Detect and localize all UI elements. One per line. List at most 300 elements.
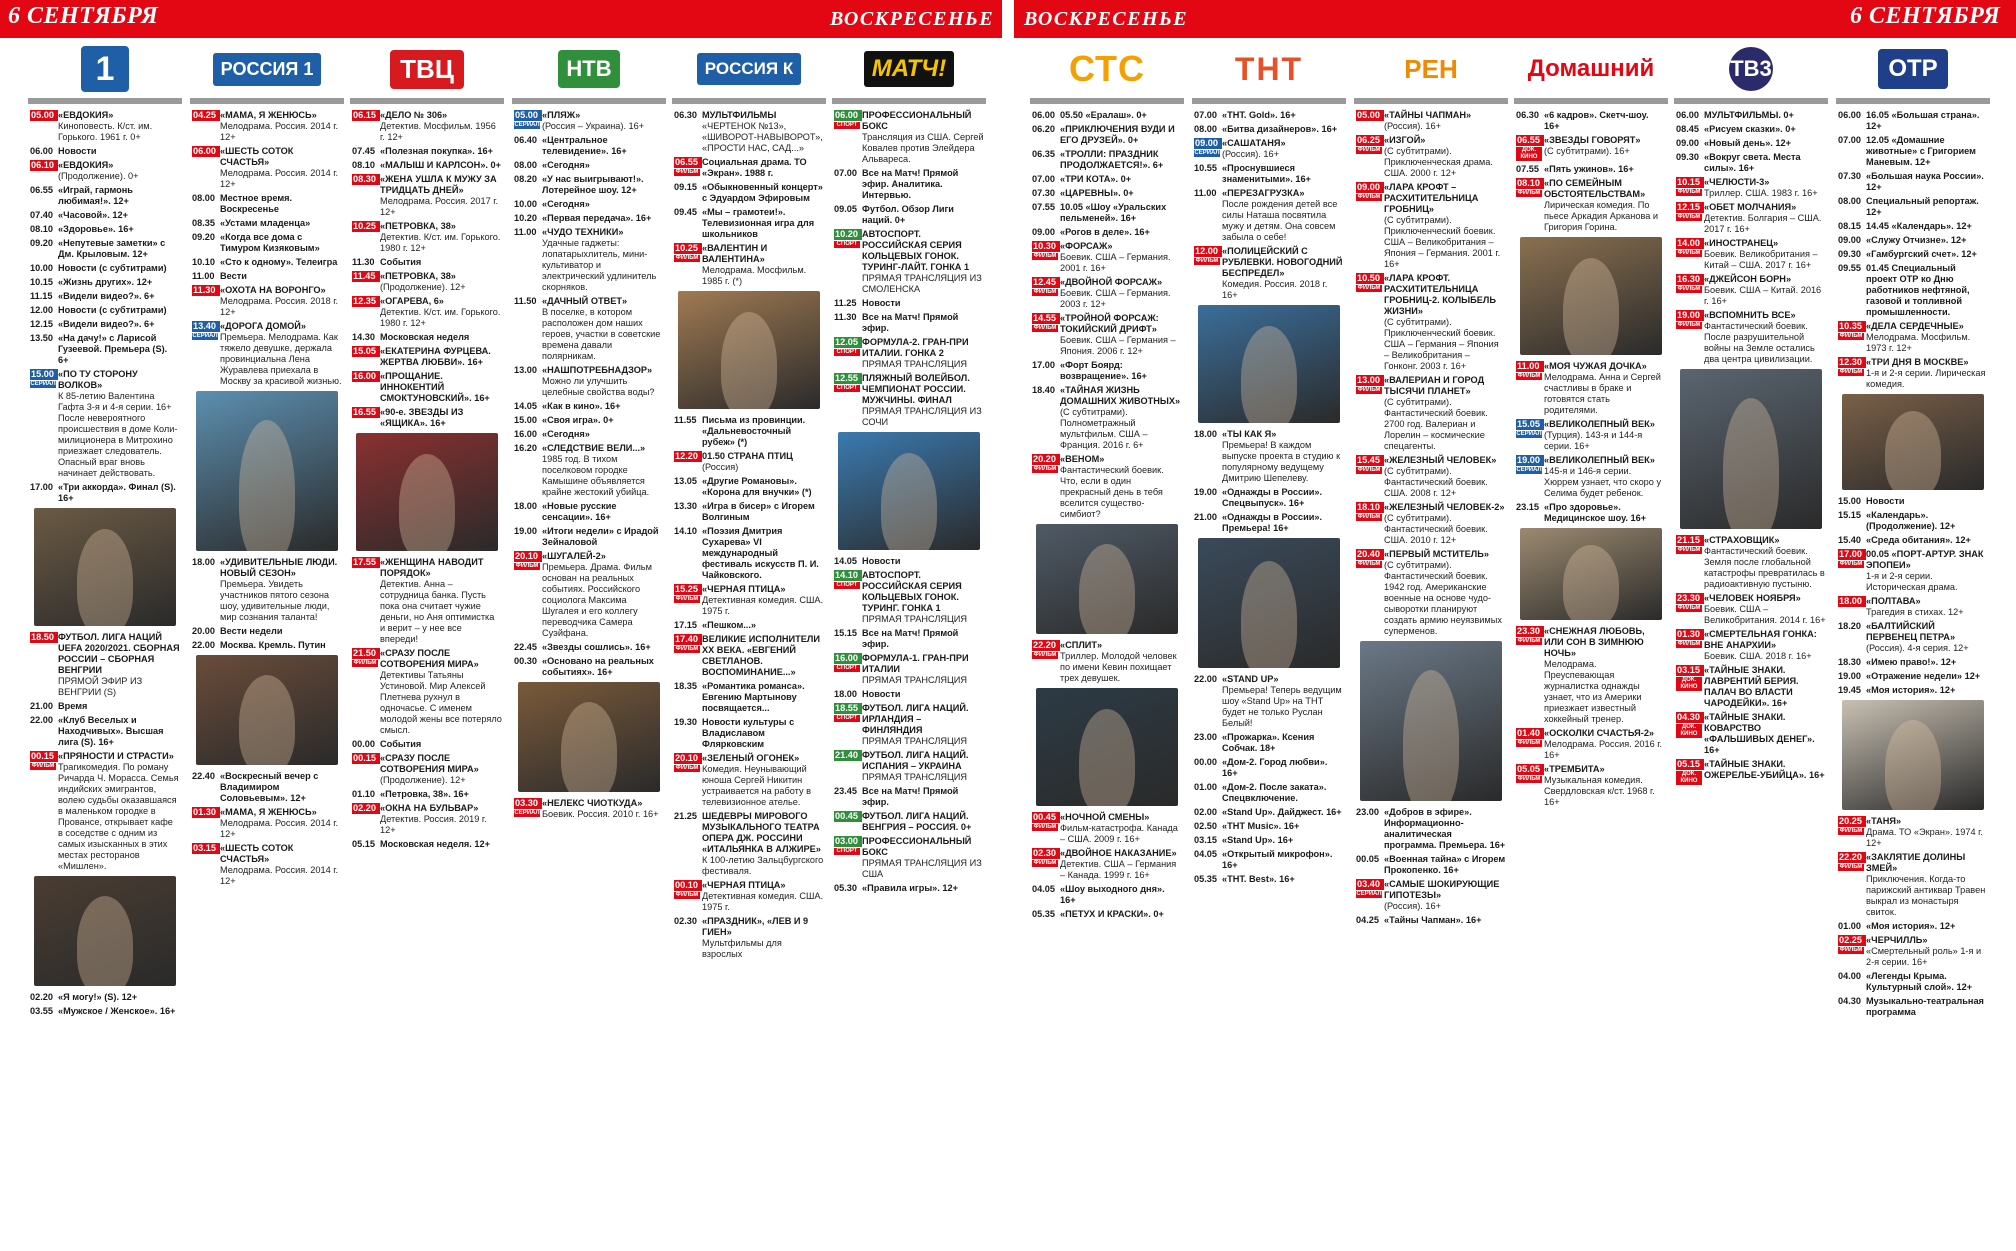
program-time-cell: [1194, 188, 1222, 199]
program-time: 11.00: [1516, 361, 1544, 372]
program-info: [1384, 854, 1506, 876]
program-info: [58, 291, 180, 302]
program-time-cell: [1516, 135, 1544, 161]
genre-badge: ФИЛЬМ: [1677, 214, 1701, 220]
program-time-cell: [352, 271, 380, 282]
program-info: [702, 243, 824, 287]
program-title: «Сегодня»: [542, 160, 590, 170]
program-title: ВЕЛИКИЕ ИСПОЛНИТЕЛИ XX ВЕКА. «ЕВГЕНИЙ СВЕТЛАНОВ. ВОСПОМИНАНИЕ...»: [702, 634, 820, 677]
program-title: «ЧЕЛОВЕК НОЯБРЯ»: [1704, 593, 1801, 603]
program-time: 12.55: [834, 373, 862, 384]
program-title: «ЕКАТЕРИНА ФУРЦЕВА. ЖЕРТВА ЛЮБВИ». 16+: [380, 346, 491, 367]
program-row: [1194, 138, 1344, 160]
program-info: [58, 277, 180, 288]
program-title: «САМЫЕ ШОКИРУЮЩИЕ ГИПОТЕЗЫ»: [1384, 879, 1500, 900]
program-title: Футбол. Обзор Лиги наций. 0+: [862, 204, 954, 225]
program-time-cell: [1032, 277, 1060, 296]
program-info: [1060, 313, 1182, 357]
program-info: [1060, 149, 1182, 171]
program-time: 00.15: [352, 753, 380, 764]
program-title: «МОЯ ЧУЖАЯ ДОЧКА»: [1544, 361, 1647, 371]
program-row: [834, 811, 984, 833]
program-time-cell: [674, 207, 702, 218]
program-row: [834, 298, 984, 309]
program-info: [862, 312, 984, 334]
program-row: [1676, 665, 1826, 709]
program-title: «Первая передача». 16+: [542, 213, 652, 223]
program-row: [514, 656, 664, 678]
program-title: Новости: [1866, 496, 1905, 506]
program-title: 05.50 «Ералаш». 0+: [1060, 110, 1147, 120]
program-title: «ЖЕНЩИНА НАВОДИТ ПОРЯДОК»: [380, 557, 484, 578]
program-title: «Служу Отчизне». 12+: [1866, 235, 1967, 245]
program-info: [1866, 321, 1988, 354]
program-title: Московская неделя. 12+: [380, 839, 490, 849]
program-info: [1222, 110, 1344, 121]
program-time: 18.30: [1838, 657, 1861, 667]
program-time-cell: [1838, 921, 1866, 932]
program-row: [1032, 241, 1182, 274]
channel-column-rossiya1: [188, 44, 346, 1244]
program-row: [1838, 110, 1988, 132]
program-row: [30, 305, 180, 316]
program-title: «Гамбургский счет». 12+: [1866, 249, 1977, 259]
program-title: «ЧЕРНАЯ ПТИЦА»: [702, 584, 786, 594]
otr-logo: [1878, 49, 1947, 89]
program-info: [542, 551, 664, 639]
program-time: 22.00: [192, 640, 215, 650]
program-time-cell: [1356, 879, 1384, 898]
genre-badge: ФИЛЬМ: [1839, 828, 1863, 834]
program-info: [542, 798, 664, 820]
program-time-cell: [514, 429, 542, 440]
program-time-cell: [834, 110, 862, 129]
program-info: [702, 753, 824, 808]
program-row: [1356, 135, 1506, 179]
program-time-cell: [514, 656, 542, 667]
program-row: [1838, 171, 1988, 193]
genre-badge: СПОРТ: [834, 385, 860, 392]
program-description: Мелодрама. Мосфильм. 1973 г. 12+: [1866, 332, 1971, 353]
channel-column-kultura: [670, 44, 828, 1244]
program-title: «6 кадров». Скетч-шоу. 16+: [1544, 110, 1649, 131]
program-title: «САШАТАНЯ»: [1222, 138, 1286, 148]
channel-header: [1190, 44, 1348, 94]
program-time-cell: [192, 193, 220, 204]
program-time: 10.10: [192, 257, 215, 267]
program-row: [674, 634, 824, 678]
program-title: «ПО СЕМЕЙНЫМ ОБСТОЯТЕЛЬСТВАМ»: [1544, 178, 1646, 199]
program-info: [1704, 152, 1826, 174]
program-description: Детектив. К/ст. им. Горького. 1980 г. 12+: [380, 307, 501, 328]
program-info: [702, 415, 824, 448]
program-row: [192, 626, 342, 637]
program-photo: [1842, 700, 1984, 810]
program-time: 18.00: [192, 557, 215, 567]
program-info: [1222, 188, 1344, 243]
genre-badge: СПОРТ: [834, 349, 860, 356]
program-title: 14.45 «Календарь». 12+: [1866, 221, 1972, 231]
program-time-cell: [1838, 196, 1866, 207]
program-photo: [1520, 237, 1662, 355]
program-time: 14.10: [834, 570, 862, 581]
program-description: (Продолжение). 0+: [58, 171, 139, 181]
program-info: [1060, 188, 1182, 199]
program-description: (Россия). 16+: [1384, 901, 1441, 911]
program-info: [380, 146, 502, 157]
program-row: [514, 174, 664, 196]
program-time: 06.15: [352, 110, 380, 121]
program-time: 06.55: [30, 185, 53, 195]
program-time: 16.55: [352, 407, 380, 418]
program-info: [58, 146, 180, 157]
program-title: «ТАЙНЫЕ ЗНАКИ. ЛАВРЕНТИЙ БЕРИЯ. ПАЛАЧ ВО ВЛАСТИ ЧАРОДЕЙКИ». 16+: [1704, 665, 1799, 708]
genre-badge: ФИЛЬМ: [1357, 561, 1381, 567]
program-info: [1060, 909, 1182, 920]
program-title: «ТАЙНЫЕ ЗНАКИ. КОВАРСТВО «ФАЛЬШИВЫХ ДЕНЕГ». 16+: [1704, 712, 1815, 755]
program-time-cell: [514, 443, 542, 454]
program-description: ПРЯМАЯ ТРАНСЛЯЦИЯ ИЗ СОЧИ: [862, 406, 982, 427]
genre-badge: СЕРИАЛ: [30, 381, 56, 387]
program-row: [674, 415, 824, 448]
program-time: 06.00: [1838, 110, 1861, 120]
program-info: [1704, 177, 1826, 199]
program-row: [1838, 852, 1988, 918]
program-time-cell: [352, 257, 380, 268]
program-row: [1194, 807, 1344, 818]
program-title: «ДЕЛО № 306»: [380, 110, 448, 120]
program-description: (С субтитрами). Приключенческий боевик. США – Германия – Япония – Великобритания – Гонконг. 2003 г. 16+: [1384, 317, 1499, 371]
program-description: Лирическая комедия. По пьесе Аркадия Арканова и Григория Горина.: [1544, 200, 1659, 232]
program-info: [1384, 502, 1506, 546]
program-info: [862, 883, 984, 894]
program-row: [192, 321, 342, 387]
program-row: [1838, 535, 1988, 546]
program-description: 1-я и 2-я серии. Историческая драма.: [1866, 571, 1958, 592]
program-time: 08.15: [1838, 221, 1861, 231]
program-time-cell: [1194, 429, 1222, 440]
program-info: [380, 296, 502, 329]
program-time: 05.00: [30, 110, 58, 121]
program-info: [1222, 163, 1344, 185]
program-info: [1704, 665, 1826, 709]
program-title: «У нас выигрывают!». Лотерейное шоу. 12+: [542, 174, 644, 195]
photo-figure: [1563, 545, 1620, 620]
program-row: [834, 883, 984, 894]
program-time: 22.20: [1032, 640, 1060, 651]
program-time: 03.30: [514, 798, 542, 809]
program-time: 08.10: [352, 160, 375, 170]
program-title: «Жизнь других». 12+: [58, 277, 153, 287]
program-time: 05.15: [1676, 759, 1704, 770]
program-info: [58, 305, 180, 316]
program-row: [1838, 996, 1988, 1018]
program-time-cell: [834, 312, 862, 323]
genre-badge: ФИЛЬМ: [1677, 250, 1701, 256]
program-info: [380, 110, 502, 143]
program-info: [1060, 812, 1182, 845]
program-info: [380, 257, 502, 268]
program-title: «Видели видео?». 6+: [58, 291, 155, 301]
program-time: 10.20: [834, 229, 862, 240]
program-time: 17.00: [1032, 360, 1055, 370]
program-time: 09.20: [30, 238, 53, 248]
program-title: «ВАЛЕНТИН И ВАЛЕНТИНА»: [702, 243, 768, 264]
program-info: [862, 204, 984, 226]
program-time-cell: [1676, 712, 1704, 738]
program-time: 11.15: [30, 291, 53, 301]
genre-badge: ФИЛЬМ: [1033, 253, 1057, 259]
program-time-cell: [1032, 124, 1060, 135]
program-info: [1704, 310, 1826, 365]
program-title: «Военная тайна» с Игорем Прокопенко. 16+: [1384, 854, 1506, 875]
program-info: [58, 110, 180, 143]
program-description: Боевик. США – Германия. 2003 г. 12+: [1060, 288, 1171, 309]
program-time-cell: [1032, 313, 1060, 332]
program-time-cell: [1838, 510, 1866, 521]
program-info: [1866, 135, 1988, 168]
program-time: 17.40: [674, 634, 702, 645]
program-title: «СНЕЖНАЯ ЛЮБОВЬ, ИЛИ СОН В ЗИМНЮЮ НОЧЬ»: [1544, 626, 1645, 658]
program-row: [30, 277, 180, 288]
program-time: 10.15: [1676, 177, 1704, 188]
program-title: «На дачу!» с Ларисой Гузеевой. Премьера (S). 6+: [58, 333, 168, 365]
sts-logo-text: СТС: [1068, 48, 1146, 89]
program-info: [862, 373, 984, 428]
program-description: ПРЯМАЯ ТРАНСЛЯЦИЯ: [862, 736, 968, 746]
program-time: 04.25: [1356, 915, 1379, 925]
program-row: [514, 551, 664, 639]
program-time-cell: [1516, 164, 1544, 175]
program-info: [1704, 238, 1826, 271]
program-info: [1384, 807, 1506, 851]
program-title: «ТРИ КОТА». 0+: [1060, 174, 1132, 184]
program-time-cell: [192, 218, 220, 229]
program-info: [862, 337, 984, 370]
genre-badge: СЕРИАЛ: [1516, 431, 1542, 437]
genre-badge: ФИЛЬМ: [1517, 373, 1541, 379]
program-row: [1194, 512, 1344, 534]
program-list: [1512, 110, 1670, 808]
program-time: 00.30: [514, 656, 537, 666]
program-time-cell: [1516, 728, 1544, 747]
program-row: [192, 232, 342, 254]
program-time: 02.30: [1032, 848, 1060, 859]
program-time-cell: [1194, 674, 1222, 685]
program-info: [220, 843, 342, 887]
program-time-cell: [352, 110, 380, 121]
program-row: [1032, 277, 1182, 310]
program-time: 03.40: [1356, 879, 1384, 890]
program-time-cell: [1194, 110, 1222, 121]
program-time-cell: [1838, 535, 1866, 546]
program-row: [30, 715, 180, 748]
program-time-cell: [1516, 764, 1544, 783]
program-time: 06.30: [674, 110, 697, 120]
program-row: [1194, 835, 1344, 846]
program-info: [1544, 178, 1666, 233]
genre-badge: ФИЛЬМ: [1677, 286, 1701, 292]
program-time-cell: [1032, 454, 1060, 473]
program-time-cell: [352, 296, 380, 307]
program-description: Триллер. Молодой человек по имени Кевин похищает трех девушек.: [1060, 651, 1177, 683]
program-time-cell: [514, 551, 542, 570]
program-time-cell: [834, 229, 862, 248]
program-info: [1866, 110, 1988, 132]
program-title: «Видели видео?». 6+: [58, 319, 155, 329]
program-info: [380, 371, 502, 404]
program-time: 00.10: [674, 880, 702, 891]
program-title: «Тайны Чапман». 16+: [1384, 915, 1482, 925]
program-time-cell: [1194, 124, 1222, 135]
program-title: «Пять ужинов». 16+: [1544, 164, 1634, 174]
program-info: [380, 803, 502, 836]
program-description: Боевик. США – Великобритания. 2014 г. 16+: [1704, 604, 1826, 625]
program-info: [1704, 629, 1826, 662]
genre-badge: ФИЛЬМ: [1033, 860, 1057, 866]
program-time: 13.00: [1356, 375, 1384, 386]
program-row: [1356, 455, 1506, 499]
channel-header: [1352, 44, 1510, 94]
genre-badge: ФИЛЬМ: [1033, 824, 1057, 830]
program-time-cell: [834, 653, 862, 672]
program-info: [58, 319, 180, 330]
program-title: «Итоги недели» с Ирадой Зейналовой: [542, 526, 659, 547]
program-row: [834, 337, 984, 370]
program-time-cell: [1032, 110, 1060, 121]
program-row: [352, 146, 502, 157]
program-row: [30, 751, 180, 872]
program-row: [674, 811, 824, 877]
program-time-cell: [674, 110, 702, 121]
program-info: [862, 570, 984, 625]
program-row: [514, 526, 664, 548]
program-time: 13.40: [192, 321, 220, 332]
genre-badge: ФИЛЬМ: [1677, 605, 1701, 611]
program-title: «Обыкновенный концерт» с Эдуардом Эфировым: [702, 182, 823, 203]
program-time-cell: [1194, 757, 1222, 768]
program-time: 09.45: [674, 207, 697, 217]
program-row: [352, 160, 502, 171]
match-logo: [864, 51, 955, 87]
program-time-cell: [674, 681, 702, 692]
program-time: 08.35: [192, 218, 215, 228]
program-title: «ТАЙНЫ ЧАПМАН»: [1384, 110, 1472, 120]
program-info: [542, 415, 664, 426]
program-time-cell: [1838, 357, 1866, 376]
program-time-cell: [834, 168, 862, 179]
program-row: [1838, 921, 1988, 932]
program-time: 12.15: [30, 319, 53, 329]
program-time: 12.30: [1838, 357, 1866, 368]
program-info: [1866, 657, 1988, 668]
program-time: 09.00: [1356, 182, 1384, 193]
program-description: (С субтитрами). 16+: [1544, 146, 1630, 156]
program-description: (С субтитрами). Полнометражный мультфильм. США – Франция. 2016 г. 6+: [1060, 407, 1148, 450]
program-time-cell: [1194, 849, 1222, 860]
program-time: 10.35: [1838, 321, 1866, 332]
program-row: [30, 146, 180, 157]
program-info: [1060, 227, 1182, 238]
program-description: Мелодрама. Мосфильм. 1985 г. (*): [702, 265, 807, 286]
photo-figure: [1885, 720, 1942, 810]
program-time-cell: [1838, 935, 1866, 954]
program-info: [1222, 782, 1344, 804]
photo-figure: [1563, 258, 1620, 355]
program-time: 07.40: [30, 210, 53, 220]
program-title: «Имею право!». 12+: [1866, 657, 1957, 667]
program-time: 01.40: [1516, 728, 1544, 739]
program-info: [58, 632, 180, 698]
program-time: 11.55: [674, 415, 697, 425]
program-row: [1676, 138, 1826, 149]
program-row: [30, 224, 180, 235]
program-row: [352, 346, 502, 368]
program-title: «НАШПОТРЕБНАДЗОР»: [542, 365, 653, 375]
ren-logo: [1404, 54, 1457, 85]
program-row: [30, 333, 180, 366]
genre-badge: ФИЛЬМ: [1357, 194, 1381, 200]
program-row: [674, 681, 824, 714]
program-time-cell: [1676, 110, 1704, 121]
program-time-cell: [1676, 535, 1704, 554]
program-title: «Правила игры». 12+: [862, 883, 958, 893]
program-info: [220, 193, 342, 215]
program-list: [26, 110, 184, 1017]
program-row: [834, 628, 984, 650]
program-info: [380, 739, 502, 750]
program-info: [1866, 621, 1988, 654]
program-time: 16.00: [514, 429, 537, 439]
program-time: 20.10: [514, 551, 542, 562]
channel-header: [830, 44, 988, 94]
program-row: [1516, 764, 1666, 808]
program-time-cell: [674, 634, 702, 653]
channel-header: [26, 44, 184, 94]
program-photo: [356, 433, 498, 551]
program-description: Детектив. К/ст. им. Горького. 1980 г. 12+: [380, 232, 501, 253]
program-time: 00.05: [1356, 854, 1379, 864]
program-time: 17.00: [30, 482, 53, 492]
program-title: «Прожарка». Ксения Собчак. 18+: [1222, 732, 1315, 753]
program-row: [1676, 712, 1826, 756]
program-title: «Моя история». 12+: [1866, 921, 1956, 931]
program-time-cell: [834, 298, 862, 309]
program-info: [1704, 202, 1826, 235]
program-time-cell: [514, 642, 542, 653]
program-time-cell: [674, 584, 702, 603]
program-info: [542, 501, 664, 523]
program-description: Детективная комедия. США. 1975 г.: [702, 595, 824, 616]
program-time-cell: [674, 526, 702, 537]
program-title: «Новый день». 12+: [1704, 138, 1791, 148]
program-info: [1222, 835, 1344, 846]
program-info: [1866, 596, 1988, 618]
genre-badge: ФИЛЬМ: [1677, 641, 1701, 647]
program-row: [1032, 174, 1182, 185]
program-info: [58, 715, 180, 748]
program-row: [352, 110, 502, 143]
program-info: [1544, 361, 1666, 416]
program-title: Музыкально-театральная программа: [1866, 996, 1984, 1017]
program-title: «ДЖЕЙСОН БОРН»: [1704, 274, 1792, 284]
genre-badge: ФИЛЬМ: [1195, 258, 1219, 264]
program-description: ПРЯМОЙ ЭФИР ИЗ ВЕНГРИИ (S): [58, 676, 143, 697]
program-info: [542, 526, 664, 548]
tvc-logo-text: ТВЦ: [390, 50, 464, 89]
program-row: [1838, 496, 1988, 507]
program-time-cell: [1676, 665, 1704, 691]
